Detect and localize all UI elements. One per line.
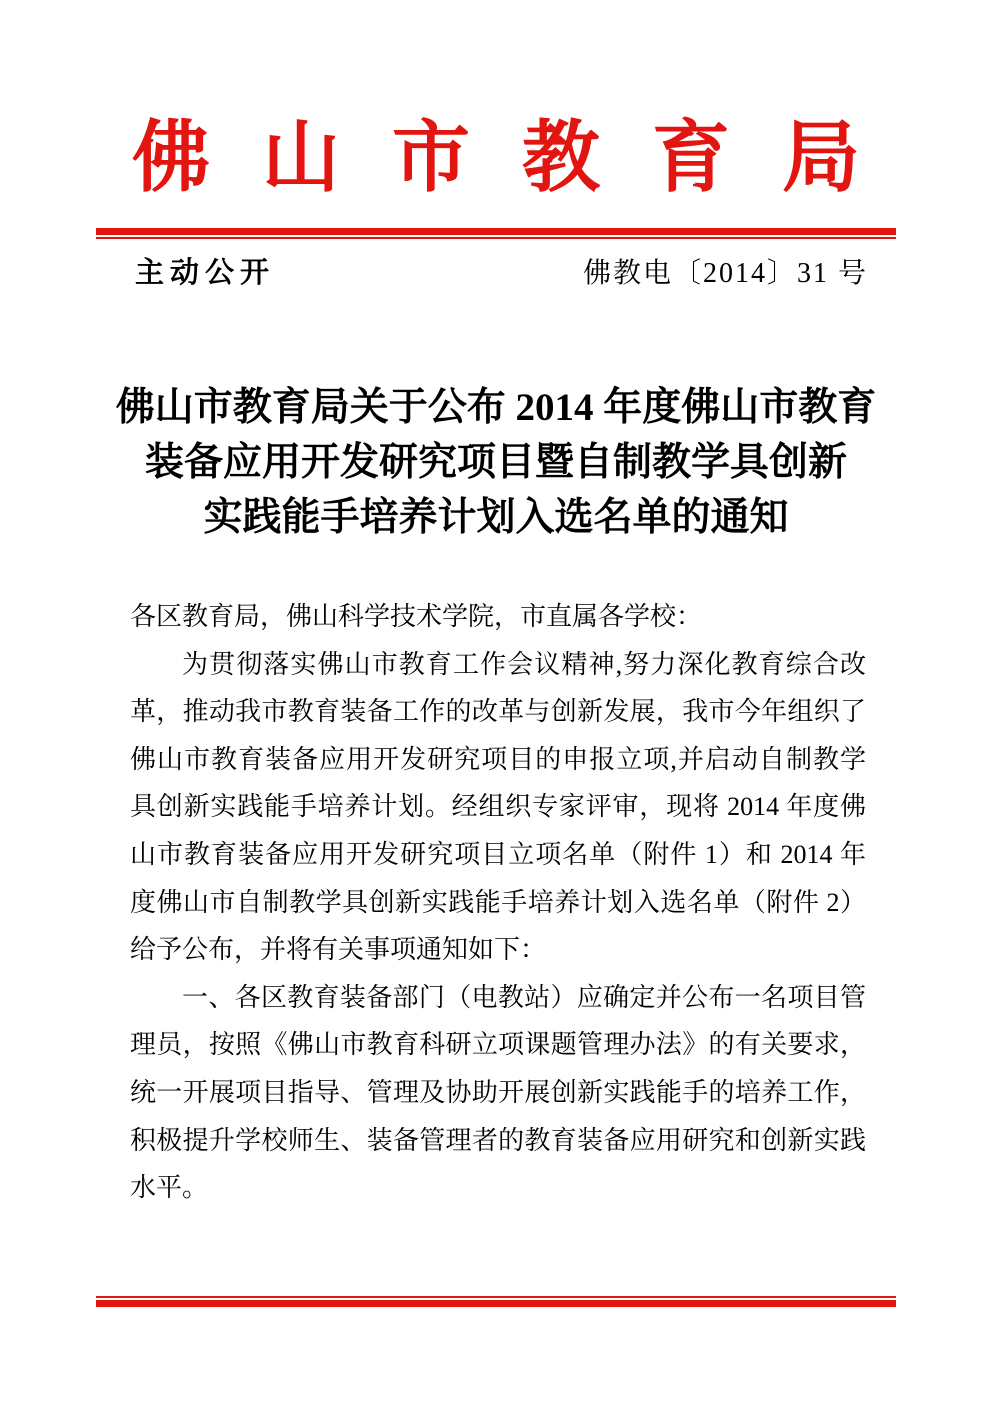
body-line: 统一开展项目指导、管理及协助开展创新实践能手的培养工作， — [130, 1077, 866, 1107]
body-line: 革，推动我市教育装备工作的改革与创新发展，我市今年组织了 — [130, 697, 866, 727]
document-number: 佛教电〔2014〕31 号 — [582, 258, 868, 289]
body-line: 山市教育装备应用开发研究项目立项名单（附件 1）和 2014 年 — [130, 839, 866, 869]
footer-rule — [96, 1296, 896, 1307]
body-line: 理员，按照《佛山市教育科研立项课题管理办法》的有关要求， — [130, 1030, 866, 1060]
body-line: 水平。 — [130, 1173, 209, 1203]
body-line: 佛山市教育装备应用开发研究项目的申报立项,并启动自制教学 — [130, 744, 866, 774]
document-title-line: 装备应用开发研究项目暨自制教学具创新 — [144, 441, 847, 484]
document-title-line: 实践能手培养计划入选名单的通知 — [203, 496, 789, 539]
agency-name: 佛山市教育局 — [131, 114, 912, 201]
body-line: 具创新实践能手培养计划。经组织专家评审，现将 2014 年度佛 — [130, 792, 866, 822]
body-line: 一、各区教育装备部门（电教站）应确定并公布一名项目管 — [182, 982, 866, 1012]
header-rule — [96, 228, 896, 239]
classification-label: 主动公开 — [135, 257, 276, 289]
document-title — [60, 380, 932, 545]
body-line: 给予公布，并将有关事项通知如下： — [130, 935, 547, 965]
body-line: 度佛山市自制教学具创新实践能手培养计划入选名单（附件 2） — [130, 887, 866, 917]
body-line: 积极提升学校师生、装备管理者的教育装备应用研究和创新实践 — [130, 1125, 866, 1155]
body-line: 各区教育局，佛山科学技术学院，市直属各学校： — [130, 602, 703, 631]
document-meta-row — [135, 250, 868, 291]
document-title-line: 佛山市教育局关于公布 2014 年度佛山市教育 — [115, 386, 877, 429]
body-line: 为贯彻落实佛山市教育工作会议精神,努力深化教育综合改 — [182, 649, 866, 679]
document-body — [130, 593, 866, 1212]
